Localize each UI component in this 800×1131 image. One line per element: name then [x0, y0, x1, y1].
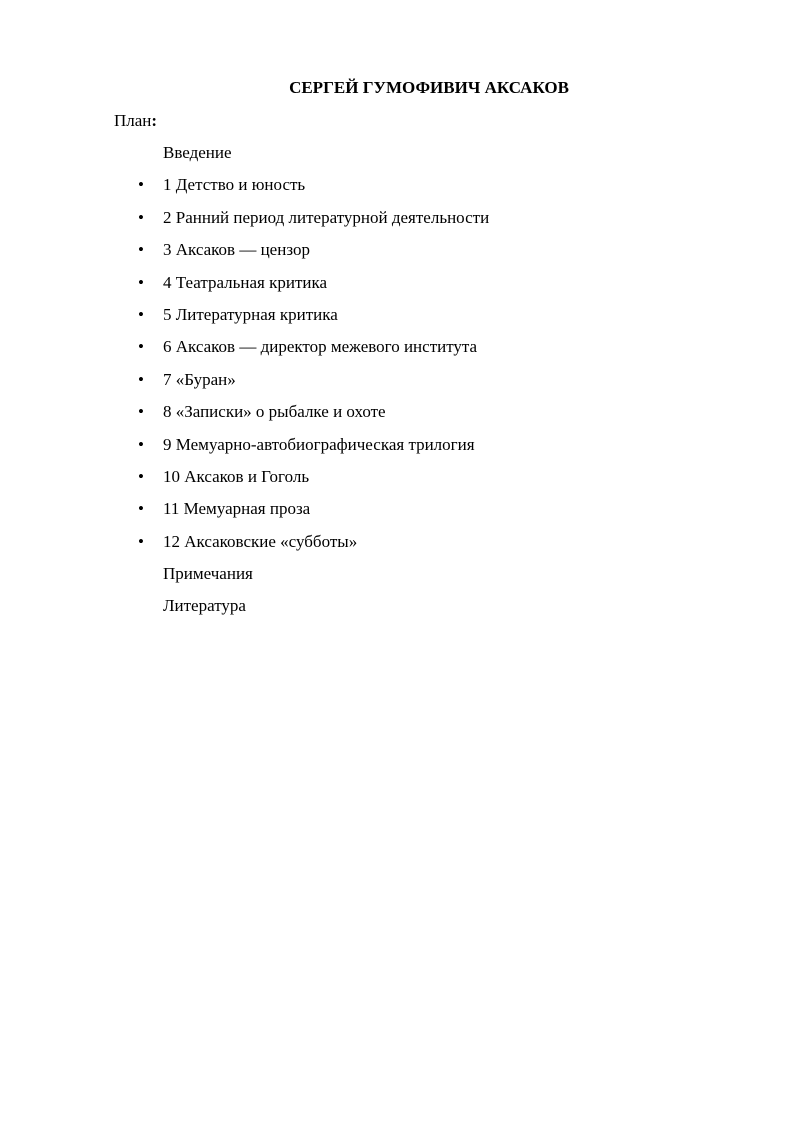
bullet-icon: • — [138, 369, 144, 389]
table-of-contents — [0, 141, 800, 627]
toc-item — [0, 303, 800, 335]
bullet-icon: • — [138, 337, 144, 357]
toc-item — [0, 335, 800, 367]
list-item-text: 9 Мемуарно-автобиографическая трилогия — [163, 434, 475, 454]
toc-item — [0, 433, 800, 465]
bullet-icon: • — [138, 434, 144, 454]
toc-item — [0, 368, 800, 400]
list-item-text: Примечания — [163, 564, 253, 584]
plan-label-colon: : — [151, 111, 158, 130]
list-item-text: 2 Ранний период литературной деятельности — [163, 207, 490, 227]
list-item-text: 12 Аксаковские «субботы» — [163, 531, 358, 551]
page-title: СЕРГЕЙ ГУМОФИВИЧ АКСАКОВ — [289, 78, 569, 97]
toc-item — [0, 271, 800, 303]
plan-label-text: План — [114, 111, 152, 130]
toc-item-literature — [0, 594, 800, 626]
toc-item — [0, 530, 800, 562]
list-item-text: Литература — [163, 596, 246, 616]
list-item-text: 5 Литературная критика — [163, 304, 338, 324]
toc-item — [0, 465, 800, 497]
list-item-text: 7 «Буран» — [163, 369, 236, 389]
bullet-icon: • — [138, 272, 144, 292]
bullet-icon: • — [138, 466, 144, 486]
toc-item — [0, 400, 800, 432]
list-item-text: 3 Аксаков — цензор — [163, 240, 310, 260]
bullet-icon: • — [138, 499, 144, 519]
list-item-text: 8 «Записки» о рыбалке и охоте — [163, 402, 386, 422]
list-item-text: 1 Детство и юность — [163, 175, 306, 195]
list-item-text: Введение — [163, 143, 232, 162]
bullet-icon: • — [138, 207, 144, 227]
list-item-text: 11 Мемуарная проза — [163, 499, 311, 519]
bullet-icon: • — [138, 175, 144, 195]
toc-item — [0, 206, 800, 238]
list-item-text: 4 Театральная критика — [163, 272, 328, 292]
list-item-text: 10 Аксаков и Гоголь — [163, 466, 310, 486]
list-item-text: 6 Аксаков — директор межевого института — [163, 337, 478, 357]
bullet-icon: • — [138, 304, 144, 324]
bullet-icon: • — [138, 531, 144, 551]
toc-item-introduction — [0, 141, 800, 173]
toc-item — [0, 497, 800, 529]
plan-label — [114, 109, 157, 133]
toc-item — [0, 173, 800, 205]
bullet-icon: • — [138, 240, 144, 260]
toc-item — [0, 238, 800, 270]
bullet-icon: • — [138, 402, 144, 422]
toc-item-notes — [0, 562, 800, 594]
